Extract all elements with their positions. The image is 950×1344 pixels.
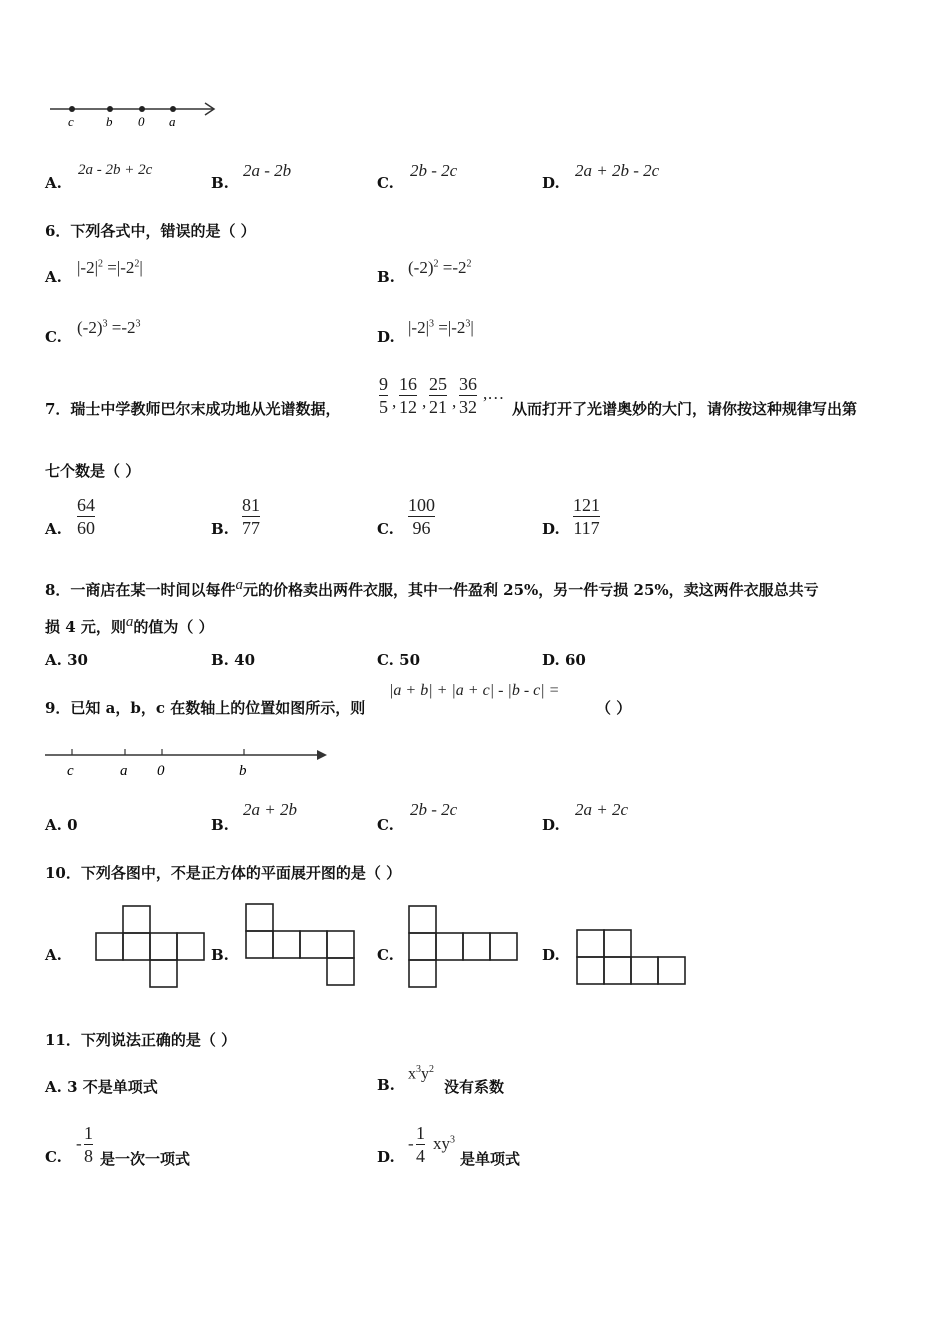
q7-option-c-letter: C. — [377, 520, 394, 538]
q10-net-a — [94, 904, 208, 990]
q9-label-b: b — [239, 763, 247, 779]
q11-option-d-var: $xy^3$ — [433, 1134, 455, 1153]
q5-option-d-letter: D. — [542, 174, 560, 192]
q10-net-b — [244, 902, 358, 988]
q8-option-d: D. 60 — [542, 651, 586, 669]
q11-stem: 11．下列说法正确的是（ ） — [45, 1031, 237, 1049]
q6-option-d-expr: $|-2|^3 =|-2^3|$ — [408, 318, 474, 337]
q8-option-a: A. 30 — [45, 651, 88, 669]
q7-seq-comma-1: , — [392, 392, 397, 411]
q7-seq-fraction-4: 36 32 — [459, 374, 477, 417]
q10-option-d-letter: D. — [542, 946, 560, 964]
q5-option-c-letter: C. — [377, 174, 394, 192]
top-label-b: b — [106, 114, 113, 129]
q10-option-c-letter: C. — [377, 946, 394, 964]
q7-seq-fraction-1: 9 5 — [379, 374, 388, 417]
q11-option-d-sign: - — [408, 1134, 414, 1153]
q9-option-c-letter: C. — [377, 816, 394, 834]
q11-option-a: A. 3 不是单项式 — [45, 1078, 158, 1096]
q11-option-c-letter: C. — [45, 1148, 62, 1166]
top-label-c: c — [68, 114, 74, 129]
q7-option-d-fraction: 121 117 — [573, 495, 600, 538]
q10-net-d — [575, 928, 689, 988]
top-label-a: a — [169, 114, 176, 129]
q7-seq-ellipsis: ,… — [483, 384, 505, 403]
q7-stem-before: 7．瑞士中学教师巴尔末成功地从光谱数据， — [45, 400, 341, 418]
q11-option-b-text: 没有系数 — [444, 1078, 505, 1096]
q5-option-d-expr: 2a + 2b - 2c — [575, 161, 660, 180]
q5-option-c-expr: 2b - 2c — [410, 161, 458, 180]
q9-option-b-expr: 2a + 2b — [243, 800, 297, 819]
q9-expression: |a + b| + |a + c| - |b - c| = — [389, 682, 560, 699]
q11-option-c-fraction: 1 8 — [84, 1123, 93, 1166]
q9-label-0: 0 — [157, 763, 165, 779]
q5-option-b-expr: 2a - 2b — [243, 161, 292, 180]
q11-option-c-text: 是一次一项式 — [100, 1150, 191, 1168]
q6-option-a-expr: $|-2|^2 =|-2^2|$ — [77, 258, 143, 277]
q6-option-a-letter: A. — [45, 268, 62, 286]
q9-option-d-expr: 2a + 2c — [575, 800, 629, 819]
q10-option-b-letter: B. — [211, 946, 229, 964]
q5-option-a-expr: 2a - 2b + 2c — [78, 162, 153, 178]
q7-seq-fraction-3: 25 21 — [429, 374, 447, 417]
q11-option-b-expr: $x^3y^2$ — [408, 1064, 434, 1083]
q11-option-b-letter: B. — [377, 1076, 395, 1094]
q11-option-c-sign: - — [76, 1134, 82, 1153]
q9-option-c-expr: 2b - 2c — [410, 800, 458, 819]
q9-paren: （ ） — [596, 699, 632, 717]
q11-option-d-text: 是单项式 — [460, 1150, 521, 1168]
q5-option-b-letter: B. — [211, 174, 229, 192]
q11-option-d-fraction: 1 4 — [416, 1123, 425, 1166]
q7-stem-line2: 七个数是（ ） — [45, 462, 141, 480]
q9-option-a: A. 0 — [45, 816, 78, 834]
q6-option-c-expr: $(-2)^3 =-2^3$ — [77, 318, 141, 337]
top-number-line — [45, 98, 225, 130]
q7-seq-comma-3: , — [452, 392, 457, 411]
q7-option-c-fraction: 100 96 — [408, 495, 435, 538]
q9-stem: 9．已知 a，b，c 在数轴上的位置如图所示，则 — [45, 699, 366, 717]
q9-number-line — [45, 744, 335, 780]
q6-stem: 6．下列各式中，错误的是（ ） — [45, 222, 256, 240]
q6-option-b-expr: $(-2)^2 =-2^2$ — [408, 258, 472, 277]
q7-option-b-fraction: 81 77 — [242, 495, 260, 538]
q7-option-a-fraction: 64 60 — [77, 495, 95, 538]
q8-option-b: B. 40 — [211, 651, 256, 669]
q10-option-a-letter: A. — [45, 946, 62, 964]
q7-option-a-letter: A. — [45, 520, 62, 538]
q9-option-b-letter: B. — [211, 816, 229, 834]
q7-option-d-letter: D. — [542, 520, 560, 538]
q7-option-b-letter: B. — [211, 520, 229, 538]
q8-option-c: C. 50 — [377, 651, 421, 669]
q7-seq-fraction-2: 16 12 — [399, 374, 417, 417]
q8-stem-line2: 损 4 元，则a的值为（ ） — [45, 614, 214, 636]
q10-net-c — [407, 904, 521, 990]
q8-stem-line1: 8．一商店在某一时间以每件a元的价格卖出两件衣服，其中一件盈利 25%，另一件亏损 25%，卖这两件衣服总共亏 — [45, 577, 819, 599]
q6-option-c-letter: C. — [45, 328, 62, 346]
q9-option-d-letter: D. — [542, 816, 560, 834]
q5-option-a-letter: A. — [45, 174, 62, 192]
q7-stem-after: 从而打开了光谱奥妙的大门，请你按这种规律写出第 — [512, 400, 858, 418]
q11-option-d-letter: D. — [377, 1148, 395, 1166]
q6-option-b-letter: B. — [377, 268, 395, 286]
q7-seq-comma-2: , — [422, 392, 427, 411]
q6-option-d-letter: D. — [377, 328, 395, 346]
q9-label-c: c — [67, 763, 74, 779]
q9-label-a: a — [120, 763, 128, 779]
q10-stem: 10．下列各图中，不是正方体的平面展开图的是（ ） — [45, 864, 402, 882]
top-label-0: 0 — [138, 114, 145, 129]
